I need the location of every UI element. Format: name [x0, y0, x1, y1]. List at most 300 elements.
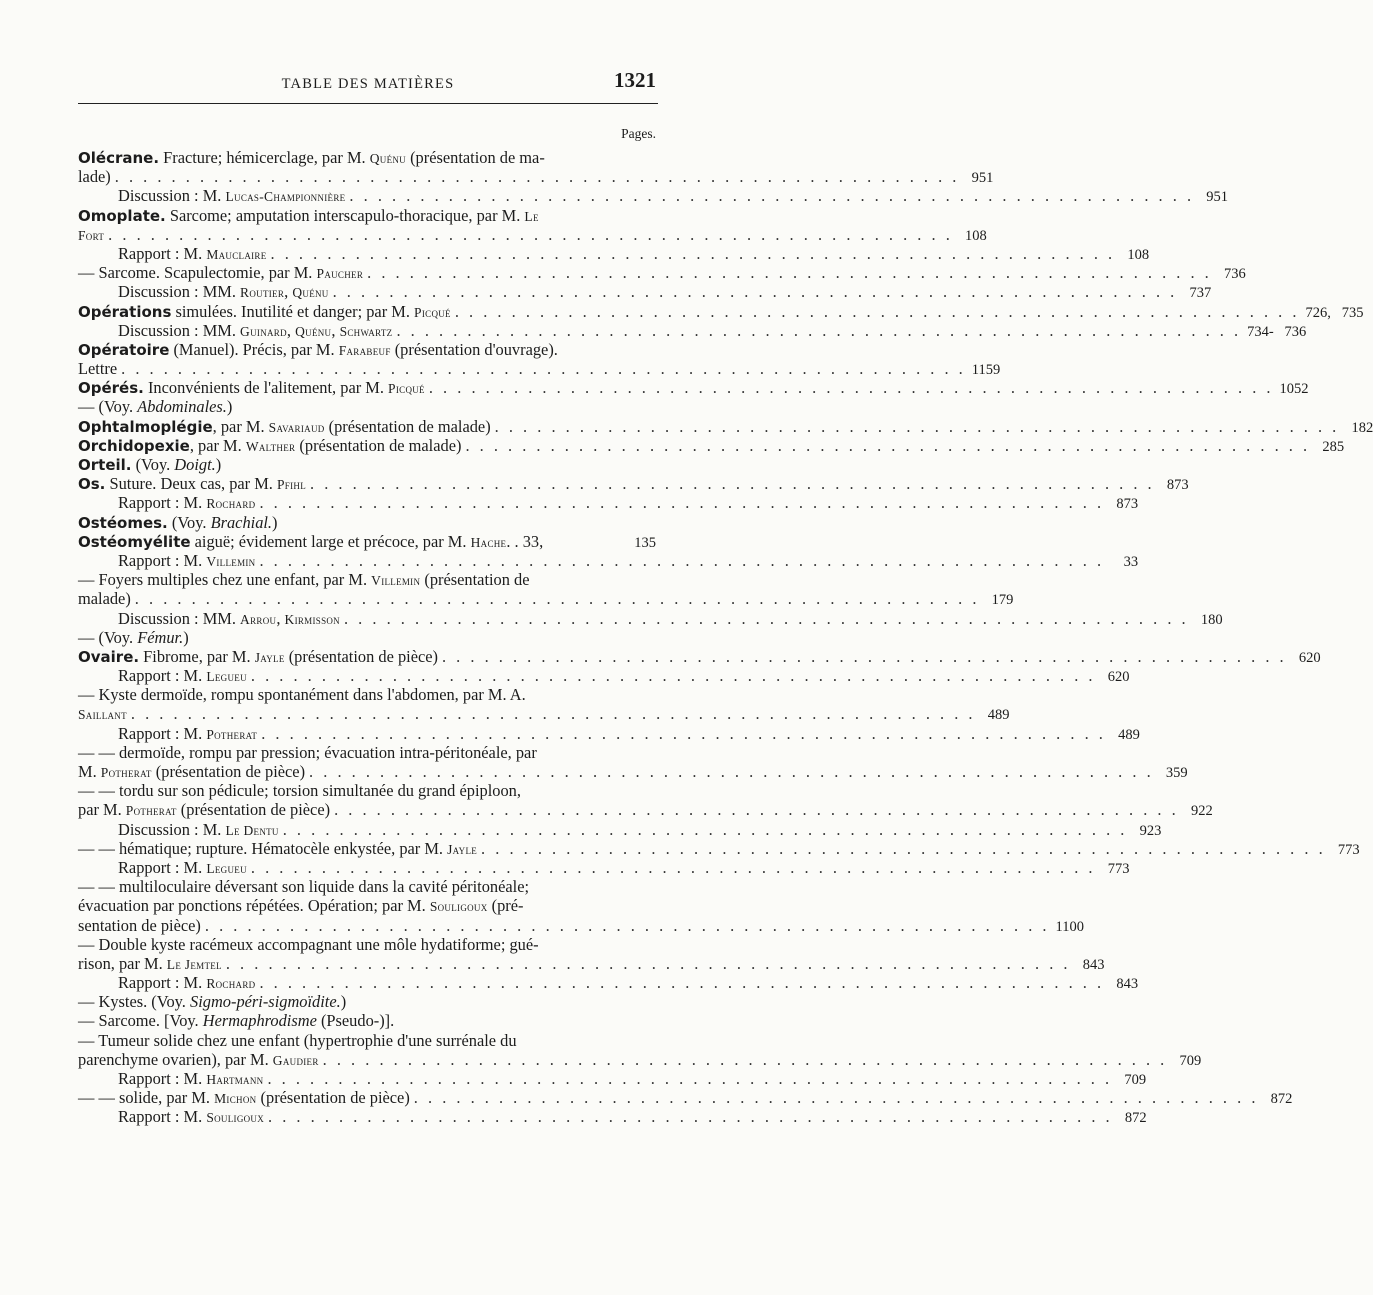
leader-dots: . . . . . . . . . . . . . . . . . . . . . . . . . . . . . . . . . . . . . . . . . . . . . . . . . . . . . . . . . . . .	[130, 704, 976, 724]
entry-heading: Ovaire.	[78, 647, 140, 666]
entry-fragment: rison, par M.	[78, 953, 167, 973]
entry-text	[118, 666, 247, 686]
index-line	[78, 359, 1001, 379]
author-name: Fort	[78, 227, 105, 243]
index-line	[78, 206, 656, 225]
index-line	[78, 224, 987, 244]
leader-dots: . . . . . . . . . . . . . . . . . . . . . . . . . . . . . . . . . . . . . . . . . . . . . . . . . . . . . . . . . . . .	[259, 550, 1105, 570]
entry-fragment: Fracture; hémicerclage, par M.	[159, 148, 370, 167]
entry-heading: Ostéomyélite	[78, 532, 191, 551]
author-name: Arrou	[240, 611, 277, 627]
leader-dots: . . . . . . . . . . . . . . . . . . . . . . . . . . . . . . . . . . . . . . . . . . . . . . . . . . . . . . . . . . . .	[343, 608, 1189, 628]
entry-fragment: )	[226, 397, 233, 417]
entry-heading: Orteil.	[78, 456, 132, 474]
entry-text	[118, 493, 255, 513]
entry-fragment: — Double kyste racémeux accompagnant une môle hydatiforme; gué-	[78, 934, 539, 954]
entry-text	[78, 1031, 517, 1050]
entry-fragment: simulées. Inutilité et danger; par M.	[171, 301, 415, 321]
entry-fragment: Discussion : M.	[118, 819, 226, 839]
index-line	[78, 570, 656, 589]
entry-text	[78, 340, 558, 360]
entry-fragment: ,	[276, 608, 285, 628]
leader-dots: . . . . . . . . . . . . . . . . . . . . . . . . . . . . . . . . . . . . . . . . . . . . . . . . . . . . . . . . . . . .	[250, 666, 1096, 686]
header-rule	[78, 103, 658, 104]
entry-fragment: Rapport : M.	[118, 857, 207, 877]
entry-text	[78, 896, 523, 916]
author-name: Souligoux	[206, 1110, 265, 1126]
entry-text	[118, 858, 247, 878]
entry-fragment: Inconvénients de l'alitement, par M.	[143, 378, 389, 398]
entry-text	[78, 378, 425, 398]
entry-text	[118, 321, 392, 341]
entry-fragment: )	[272, 512, 278, 532]
index-line	[78, 896, 656, 915]
entry-fragment: aiguë; évidement large et précoce, par M.	[190, 531, 471, 551]
entry-text	[78, 743, 537, 762]
entry-fragment: — — hématique; rupture. Hématocèle enkystée, par M.	[78, 838, 448, 858]
page-reference: 726, 735	[1305, 304, 1364, 321]
index-line	[78, 493, 1139, 513]
page-reference: 182	[1351, 419, 1373, 436]
index-line	[78, 532, 656, 551]
author-name: Villemin	[206, 553, 256, 569]
index-line	[78, 1107, 1147, 1127]
entry-text	[118, 1069, 263, 1089]
index-line	[78, 550, 1139, 570]
entry-heading: Ostéomes.	[78, 513, 168, 532]
entry-heading: Ophtalmoplégie	[78, 417, 213, 436]
author-name: Potherat	[206, 726, 258, 742]
leader-dots: . . . . . . . . . . . . . . . . . . . . . . . . . . . . . . . . . . . . . . . . . . . . . . . . . . . . . . . . . . . .	[204, 915, 1050, 935]
entry-fragment: — — multiloculaire déversant son liquide dans la cavité péritonéale;	[78, 877, 530, 897]
page-reference: 843	[1116, 976, 1139, 993]
leader-dots: . . . . . . . . . . . . . . . . . . . . . . . . . . . . . . . . . . . . . . . . . . . . . . . . . . . . . . . . . . . .	[465, 435, 1311, 455]
index-line	[78, 589, 1014, 609]
entry-text	[78, 762, 305, 782]
index-line	[78, 1011, 656, 1030]
entry-heading: Olécrane.	[78, 149, 160, 167]
index-line	[78, 455, 656, 474]
index-line	[78, 992, 656, 1011]
entry-text	[78, 263, 363, 283]
index-line	[78, 340, 656, 359]
index-line	[78, 953, 1105, 973]
index-line	[78, 282, 1212, 302]
page-reference: 489	[1118, 726, 1140, 743]
entry-fragment: (Pseudo-)].	[316, 1011, 395, 1031]
author-name: Quénu	[369, 151, 406, 166]
leader-dots: . . . . . . . . . . . . . . . . . . . . . . . . . . . . . . . . . . . . . . . . . . . . . . . . . . . . . . . . . . . .	[454, 301, 1300, 321]
leader-dots: . . . . . . . . . . . . . . . . . . . . . . . . . . . . . . . . . . . . . . . . . . . . . . . . . . . . . . . . . . . .	[250, 857, 1096, 877]
index-line	[78, 474, 1189, 494]
index-line	[78, 397, 656, 416]
leader-dots: . . . . . . . . . . . . . . . . . . . . . . . . . . . . . . . . . . . . . . . . . . . . . . . . . . . . . . . . . . . .	[259, 493, 1105, 513]
entry-heading: Omoplate.	[78, 206, 166, 225]
entry-fragment: ,	[331, 320, 340, 340]
entry-fragment: (présentation de malade)	[324, 416, 491, 436]
entry-fragment: — Sarcome. [Voy.	[78, 1011, 203, 1031]
page-reference: 1052	[1279, 381, 1309, 398]
entry-fragment: (présentation de ma-	[405, 148, 545, 167]
page-number: 1321	[614, 68, 656, 92]
author-name: Jayle	[254, 649, 285, 665]
cross-reference: Brachial.	[210, 512, 273, 532]
index-line	[78, 1088, 1293, 1108]
entry-fragment: )	[340, 992, 347, 1012]
page-reference: 179	[991, 592, 1014, 609]
entry-fragment: Suture. Deux cas, par M.	[105, 474, 277, 494]
entry-fragment: par M.	[78, 800, 126, 820]
page-reference: 359	[1165, 765, 1188, 781]
entry-fragment: Discussion : MM.	[118, 320, 241, 340]
leader-dots: . . . . . . . . . . . . . . . . . . . . . . . . . . . . . . . . . . . . . . . . . . . . . . . . . . . . . . . . . . . .	[114, 167, 960, 187]
page-reference: 734- 736	[1247, 323, 1307, 340]
entry-fragment: )	[215, 455, 222, 474]
entry-fragment: — — solide, par M.	[78, 1088, 215, 1108]
page-reference: 923	[1139, 822, 1162, 839]
author-name: Legueu	[206, 669, 247, 685]
index-line	[78, 723, 1140, 743]
author-name: Paucher	[316, 266, 364, 282]
index-line	[78, 243, 1150, 263]
page-reference: 489	[987, 707, 1010, 724]
index-line	[78, 646, 1321, 666]
entry-text	[78, 704, 127, 724]
leader-dots: . . . . . . . . . . . . . . . . . . . . . . . . . . . . . . . . . . . . . . . . . . . . . . . . . . . . . . . . . . . .	[309, 762, 1154, 781]
cross-reference: Abdominales.	[137, 397, 227, 417]
entry-text	[78, 167, 111, 186]
entry-text	[78, 570, 530, 590]
leader-dots: . . . . . . . . . . . . . . . . . . . . . . . . . . . . . . . . . . . . . . . . . . . . . . . . . . . . . . . . . . . .	[481, 838, 1326, 858]
page-reference: 709	[1124, 1072, 1147, 1088]
author-name: Rochard	[206, 976, 256, 992]
entry-fragment: — Kystes. (Voy.	[78, 992, 191, 1012]
author-name: Savariaud	[268, 419, 325, 435]
author-name: Farabeuf	[338, 342, 391, 358]
leader-dots: . . . . . . . . . . . . . . . . . . . . . . . . . . . . . . . . . . . . . . . . . . . . . . . . . . . . . . . . . . . .	[332, 282, 1178, 302]
page-reference: 873	[1166, 477, 1189, 494]
index-line	[78, 762, 1188, 781]
entry-text	[78, 1011, 394, 1030]
entry-text	[78, 628, 189, 647]
author-name: Potherat	[100, 765, 152, 780]
entry-text	[78, 417, 491, 437]
entry-fragment: )	[183, 627, 189, 647]
entry-fragment: malade)	[78, 589, 131, 609]
author-name: Jayle	[447, 841, 478, 857]
leader-dots: . . . . . . . . . . . . . . . . . . . . . . . . . . . . . . . . . . . . . . . . . . . . . . . . . . . . . . . . . . . .	[428, 378, 1274, 398]
page-reference: 108	[1127, 246, 1150, 263]
entry-fragment: parenchyme ovarien), par M.	[78, 1049, 273, 1069]
page-reference: 180	[1200, 611, 1223, 628]
page-reference: 108	[965, 227, 987, 244]
entry-text	[78, 513, 278, 533]
index-line	[78, 513, 656, 532]
author-name: Gaudier	[272, 1052, 319, 1068]
leader-dots: . . . . . . . . . . . . . . . . . . . . . . . . . . . . . . . . . . . . . . . . . . . . . . . . . . . . . . . . . . . .	[349, 186, 1195, 206]
leader-dots: . . . . . . . . . . . . . . . . . . . . . . . . . . . . . . . . . . . . . . . . . . . . . . . . . . . . . . . . . . . .	[121, 359, 966, 379]
page-reference: 922	[1190, 803, 1213, 820]
entry-fragment: (Manuel). Précis, par M.	[169, 339, 339, 359]
author-name: Potherat	[125, 803, 177, 819]
entry-fragment: — — dermoïde, rompu par pression; évacuation intra-péritonéale, par	[78, 742, 537, 762]
entry-fragment: — (Voy.	[78, 397, 138, 417]
entry-fragment: (Voy.	[131, 455, 175, 474]
entry-fragment: Fibrome, par M.	[139, 646, 255, 666]
entry-fragment: Rapport : M.	[118, 1069, 207, 1088]
index-line	[78, 935, 656, 954]
index-entries	[78, 148, 1373, 1127]
index-line	[78, 416, 1373, 436]
page-reference: 285	[1322, 438, 1345, 455]
page-reference: 951	[971, 170, 994, 187]
entry-text	[78, 992, 346, 1011]
leader-dots: . . . . . . . . . . . . . . . . . . . . . . . . . . . . . . . . . . . . . . . . . . . . . . . . . . . . . . . . . . . .	[282, 819, 1128, 839]
entry-text	[118, 820, 279, 840]
entry-text	[78, 685, 526, 704]
entry-text	[78, 589, 131, 608]
entry-fragment: sentation de pièce)	[78, 915, 201, 935]
page-header	[78, 68, 658, 96]
page-reference: 1100	[1055, 918, 1084, 935]
leader-dots: . . . . . . . . . . . . . . . . . . . . . . . . . . . . . . . . . . . . . . . . . . . . . . . . . . . . . . . . . . . .	[261, 723, 1106, 743]
entry-fragment: , par M.	[189, 435, 246, 455]
author-name: Mauclaire	[206, 246, 267, 262]
entry-text	[118, 282, 329, 302]
entry-fragment: Rapport : M.	[118, 493, 207, 513]
entry-heading: Os.	[78, 475, 106, 494]
entry-fragment: (présentation de	[420, 570, 530, 590]
author-name: Hartmann	[206, 1072, 264, 1087]
page-reference: 872	[1124, 1110, 1147, 1127]
author-name: Pfihl	[277, 477, 307, 493]
cross-reference: Doigt.	[174, 455, 216, 474]
pages-column-label: Pages.	[621, 126, 656, 141]
page-reference: 843	[1082, 956, 1105, 973]
leader-dots: . . . . . . . . . . . . . . . . . . . . . . . . . . . . . . . . . . . . . . . . . . . . . . . . . . . . . . . . . . . .	[367, 263, 1212, 283]
entry-fragment: Rapport : M.	[118, 723, 207, 743]
cross-reference: Sigmo-péri-sigmoïdite.	[190, 992, 341, 1012]
page-reference: 33	[1123, 553, 1139, 570]
leader-dots: . . . . . . . . . . . . . . . . . . . . . . . . . . . . . . . . . . . . . . . . . . . . . . . . . . . . . . . . . . . .	[334, 800, 1179, 820]
author-name: Picqué	[388, 381, 425, 397]
author-name: Lucas-Championnière	[225, 189, 346, 205]
author-name: Hache	[470, 534, 507, 550]
index-line	[78, 704, 1010, 724]
entry-fragment: . . 33,	[506, 531, 544, 551]
page-reference: 773	[1337, 841, 1360, 858]
entry-text	[78, 148, 545, 168]
entry-text	[78, 916, 201, 935]
page-reference: 620	[1107, 669, 1130, 686]
cross-reference: Fémur.	[137, 627, 184, 647]
entry-text	[78, 954, 222, 974]
entry-text	[78, 877, 529, 896]
entry-fragment: ,	[284, 282, 293, 302]
index-line	[78, 973, 1139, 993]
entry-heading: Opérés.	[78, 379, 144, 398]
entry-fragment: (pré-	[487, 896, 524, 916]
cross-reference: Hermaphrodisme	[202, 1011, 317, 1031]
index-line	[78, 628, 656, 647]
leader-dots: . . . . . . . . . . . . . . . . . . . . . . . . . . . . . . . . . . . . . . . . . . . . . . . . . . . . . . . . . . . .	[441, 646, 1287, 666]
leader-dots: . . . . . . . . . . . . . . . . . . . . . . . . . . . . . . . . . . . . . . . . . . . . . . . . . . . . . . . . . . . .	[413, 1088, 1259, 1108]
index-line	[78, 608, 1223, 628]
page-reference: 951	[1206, 189, 1229, 206]
entry-text	[118, 244, 267, 264]
entry-fragment: Sarcome; amputation interscapulo-thoracique, par M.	[165, 205, 525, 225]
index-line	[78, 167, 994, 187]
author-name: Villemin	[371, 573, 421, 589]
index-line	[78, 301, 1364, 321]
page-reference: 873	[1116, 496, 1139, 513]
entry-fragment: (présentation de malade)	[295, 435, 462, 455]
entry-fragment: ,	[286, 320, 296, 340]
author-name: Michon	[214, 1091, 257, 1107]
author-name: Quénu	[292, 285, 329, 301]
index-line	[78, 743, 656, 762]
entry-fragment: Rapport : M.	[118, 550, 207, 570]
author-name: Le Dentu	[225, 822, 279, 838]
page-reference: 736	[1224, 266, 1246, 283]
index-line	[78, 857, 1130, 877]
entry-text	[78, 455, 221, 475]
entry-fragment: lade)	[78, 167, 111, 187]
index-line	[78, 819, 1162, 839]
author-name: Le Jemtel	[166, 956, 222, 972]
index-line	[78, 781, 656, 800]
author-name: Walther	[245, 438, 296, 454]
entry-fragment: (Voy.	[167, 512, 211, 532]
entry-fragment: Lettre	[78, 359, 118, 379]
entry-fragment: (présentation de pièce)	[284, 646, 438, 666]
entry-heading: Orchidopexie	[78, 436, 190, 455]
index-line	[78, 320, 1307, 340]
leader-dots: . . . . . . . . . . . . . . . . . . . . . . . . . . . . . . . . . . . . . . . . . . . . . . . . . . . . . . . . . . . .	[134, 589, 980, 609]
entry-text	[78, 206, 539, 226]
index-line	[78, 877, 656, 896]
leader-dots: . . . . . . . . . . . . . . . . . . . . . . . . . . . . . . . . . . . . . . . . . . . . . . . . . . . . . . . . . . . .	[396, 320, 1242, 340]
leader-dots: . . . . . . . . . . . . . . . . . . . . . . . . . . . . . . . . . . . . . . . . . . . . . . . . . . . . . . . . . . . .	[267, 1069, 1113, 1088]
entry-text	[118, 973, 255, 993]
entry-text	[78, 1088, 410, 1108]
leader-dots: . . . . . . . . . . . . . . . . . . . . . . . . . . . . . . . . . . . . . . . . . . . . . . . . . . . . . . . . . . . .	[108, 224, 953, 244]
author-name: Kirmisson	[284, 611, 340, 627]
entry-text	[78, 397, 232, 416]
leader-dots: . . . . . . . . . . . . . . . . . . . . . . . . . . . . . . . . . . . . . . . . . . . . . . . . . . . . . . . . . . . .	[259, 973, 1105, 993]
page-reference: 709	[1179, 1052, 1202, 1069]
page-reference: 135	[634, 534, 656, 551]
entry-text	[78, 532, 543, 552]
entry-text	[78, 436, 461, 456]
entry-text	[78, 839, 477, 859]
index-line	[78, 838, 1360, 858]
entry-fragment: (présentation de pièce)	[176, 800, 331, 820]
index-line	[78, 378, 1309, 398]
leader-dots: . . . . . . . . . . . . . . . . . . . . . . . . . . . . . . . . . . . . . . . . . . . . . . . . . . . . . . . . . . . .	[225, 953, 1071, 973]
entry-fragment: M.	[78, 762, 101, 781]
entry-fragment: Discussion : MM.	[118, 282, 241, 302]
page-reference: 1159	[971, 362, 1001, 379]
author-name: Guinard	[240, 323, 287, 339]
index-line	[78, 263, 1246, 283]
entry-fragment: — Sarcome. Scapulectomie, par M.	[78, 263, 317, 283]
entry-text	[78, 935, 539, 954]
author-name: Le	[524, 208, 539, 224]
entry-fragment: Rapport : M.	[118, 973, 207, 993]
author-name: Souligoux	[429, 899, 488, 915]
leader-dots: . . . . . . . . . . . . . . . . . . . . . . . . . . . . . . . . . . . . . . . . . . . . . . . . . . . . . . . . . . . .	[310, 474, 1155, 494]
author-name: Picqué	[414, 304, 451, 320]
entry-fragment: — Kyste dermoïde, rompu spontanément dans l'abdomen, par M. A.	[78, 685, 526, 705]
page-reference: 773	[1107, 860, 1130, 877]
leader-dots: . . . . . . . . . . . . . . . . . . . . . . . . . . . . . . . . . . . . . . . . . . . . . . . . . . . . . . . . . . . .	[322, 1049, 1168, 1069]
index-line	[78, 685, 656, 704]
entry-fragment: , par M.	[212, 416, 269, 436]
entry-text	[78, 1050, 319, 1070]
entry-text	[118, 551, 255, 571]
entry-text	[118, 1107, 264, 1127]
entry-fragment: (présentation de pièce)	[256, 1088, 410, 1108]
author-name: Rochard	[206, 496, 256, 512]
author-name: Saillant	[78, 707, 127, 723]
entry-fragment: Discussion : M.	[118, 186, 226, 206]
index-line	[78, 1069, 1147, 1088]
entry-text	[78, 302, 451, 322]
entry-fragment: — — tordu sur son pédicule; torsion simultanée du grand épiploon,	[78, 781, 521, 801]
entry-text	[118, 186, 345, 206]
index-line	[78, 186, 1229, 206]
leader-dots: . . . . . . . . . . . . . . . . . . . . . . . . . . . . . . . . . . . . . . . . . . . . . . . . . . . . . . . . . . . .	[270, 243, 1116, 263]
entry-fragment: Rapport : M.	[118, 1107, 207, 1127]
entry-fragment: — Foyers multiples chez une enfant, par M.	[78, 570, 372, 590]
entry-fragment: (présentation de pièce)	[151, 762, 306, 781]
entry-text	[78, 359, 117, 378]
author-name: Routier	[240, 285, 285, 301]
entry-fragment: Discussion : MM.	[118, 608, 241, 628]
entry-heading: Opératoire	[78, 340, 170, 359]
index-line	[78, 148, 656, 167]
author-name: Legueu	[206, 860, 247, 876]
entry-text	[78, 647, 438, 667]
index-line	[78, 800, 1213, 820]
page-reference: 620	[1298, 649, 1321, 666]
entry-text	[118, 609, 340, 629]
page-reference: 872	[1270, 1091, 1293, 1108]
leader-dots: . . . . . . . . . . . . . . . . . . . . . . . . . . . . . . . . . . . . . . . . . . . . . . . . . . . . . . . . . . . .	[494, 416, 1340, 436]
entry-heading: Opérations	[78, 302, 172, 321]
entry-fragment: évacuation par ponctions répétées. Opération; par M.	[78, 896, 430, 916]
entry-fragment: — (Voy.	[78, 627, 138, 647]
author-name: Quénu	[295, 323, 332, 339]
entry-fragment: (présentation d'ouvrage).	[390, 339, 558, 359]
index-line	[78, 435, 1345, 455]
entry-fragment: — Tumeur solide chez une enfant (hypertrophie d'une surrénale du	[78, 1030, 517, 1050]
entry-text	[78, 474, 306, 494]
page-reference: 737	[1189, 285, 1212, 302]
entry-fragment: Rapport : M.	[118, 666, 207, 686]
entry-text	[118, 724, 257, 744]
entry-text	[78, 781, 521, 800]
entry-fragment: Rapport : M.	[118, 243, 207, 263]
index-line	[78, 666, 1130, 686]
entry-text	[78, 225, 104, 245]
index-line	[78, 1049, 1202, 1069]
index-line	[78, 915, 1084, 935]
running-title: TABLE DES MATIÈRES	[281, 76, 455, 92]
entry-text	[78, 800, 330, 820]
leader-dots: . . . . . . . . . . . . . . . . . . . . . . . . . . . . . . . . . . . . . . . . . . . . . . . . . . . . . . . . . . . .	[268, 1107, 1113, 1127]
